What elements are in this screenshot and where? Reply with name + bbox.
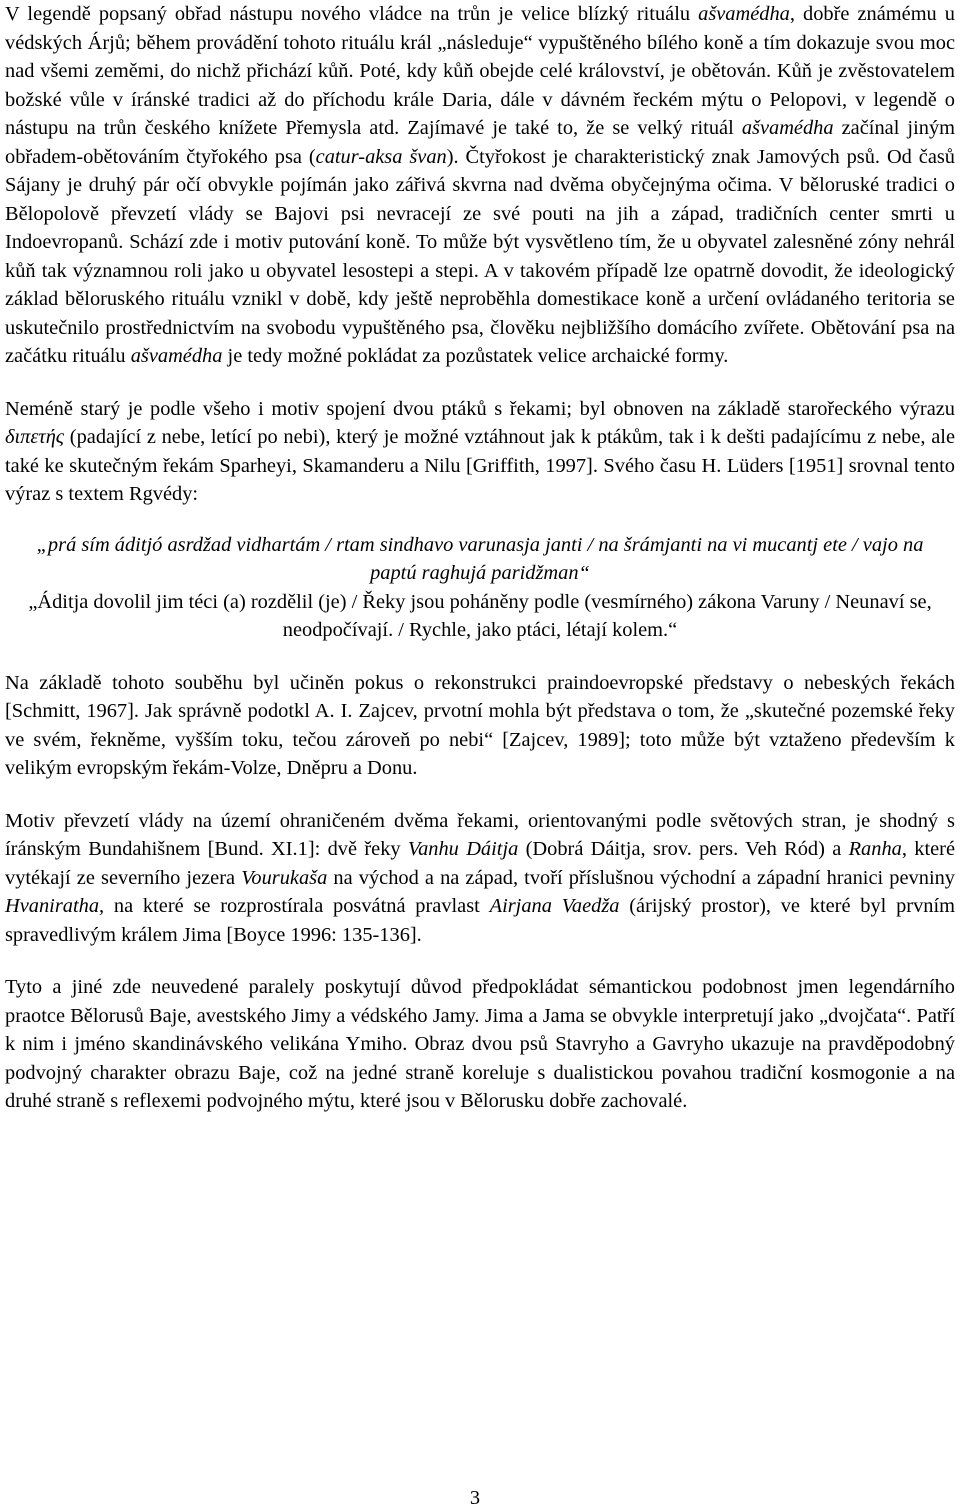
- italic-term: Ranha: [848, 838, 902, 860]
- text-run: na které se rozprostírala posvátná pravlast: [104, 895, 490, 917]
- italic-term: Vourukaša: [241, 866, 328, 889]
- text-run: začínal jiným obřadem-obětováním čtyřokého psa (: [5, 117, 955, 168]
- rgveda-quote-original: „prá sím áditjó asrdžad vidhartám / rtam sindhavo varunasja janti / na šrámjanti na vi mucantj ete / vajo na paptú raghujá paridžman“: [36, 533, 924, 584]
- text-run: V legendě popsaný obřad nástupu nového vládce na trůn je velice blízký rituálu: [5, 3, 699, 25]
- text-run: Motiv převzetí vlády na území ohraničeném dvěma řekami, orientovanými podle světových stran, je shodný s íránským Bundahišnem [Bund. XI.1]: dvě řeky: [5, 809, 955, 860]
- text-run: , dobře známému u védských Árjů; během provádění tohoto rituálu král „následuje“ vypuštěného bílého koně a tím dokazuje svou moc nad všemi zeměmi, do nichž přichází kůň. Poté, kdy kůň obejde celé království, je obětován. Kůň je zvěstovatelem božské vůle v íránské tradici až do příchodu krále Daria, dále v dávném řeckém mýtu o Pelopovi, v legendě o nástupu na trůn českého knížete Přemysla atd. Zajímavé je také to, že se velký rituál: [5, 3, 956, 139]
- italic-term: ašvamédha: [698, 3, 790, 25]
- italic-term: ašvamédha: [741, 117, 834, 139]
- document-page: [5, 0, 955, 1509]
- italic-term: Airjana Vaedža: [489, 895, 620, 917]
- text-run: Tyto a jiné zde neuvedené paralely poskytují důvod předpokládat sémantickou podobnost jmen legendárního praotce Bělorusů Baje, avestského Jimy a védského Jamy. Jima a Jama se obvykle interpretují jako „dvojčata“. Patří k nim i jméno skandinávského velikána Ymiho. Obraz dvou psů Stavryho a Gavryho ukazuje na pravděpodobný podvojný charakter obrazu Baje, což na jedné straně koreluje s dualistickou povahou tradiční kosmogonie a na druhé straně s reflexemi podvojného mýtu, které jsou v Bělorusku dobře zachovalé.: [5, 976, 955, 1112]
- text-run: (padající z nebe, letící po nebi), který je možné vztáhnout jak k ptákům, tak i k dešti padajícímu z nebe, ale také ke skutečným řekám Sparheyi, Skamanderu a Nilu [Griffith, 1997]. Svého času H. Lüders [1951] srovnal tento výraz s textem Rgvédy:: [5, 426, 955, 505]
- paragraph-4: [5, 807, 955, 950]
- rgveda-quote-translation: „Áditja dovolil jim téci (a) rozdělil (je) / Řeky jsou poháněny podle (vesmírného) zákona Varuny / Neunaví se, neodpočívají. / Rychle, jako ptáci, létají kolem.“: [28, 590, 932, 641]
- paragraph-2: [5, 395, 955, 509]
- text-run: je tedy možné pokládat za pozůstatek velice archaické formy.: [222, 345, 729, 367]
- italic-term: Hvaniratha,: [5, 895, 105, 917]
- paragraph-5: [5, 973, 955, 1116]
- text-run: Neméně starý je podle všeho i motiv spojení dvou ptáků s řekami; byl obnoven na základě starořeckého výrazu: [5, 397, 955, 420]
- text-run: ). Čtyřokost je charakteristický znak Jamových psů. Od časů Sájany je druhý pár očí obvykle pojímán jako zářivá skvrna nad dvěma obyčejnýma očima. V běloruské tradici o Bělopolově převzetí vlády se Bajovi psi nevracejí ze své pouti na jih a západ, tradičních center smrti u Indoevropanů. Schází zde i motiv putování koně. To může být vysvětleno tím, že u obyvatel zalesněné zóny nehrál kůň tak významnou roli jako u obyvatel lesostepi a stepi. A v takovém případě lze opatrně dovodit, že ideologický základ běloruského rituálu vznikl v době, kdy ještě neproběhla domestikace koně a určení ovládaného teritoria se uskutečnilo prostřednictvím na svobodu vypuštěného psa, člověku nejbližšího domácího zvířete. Obětování psa na začátku rituálu: [5, 145, 955, 367]
- text-run: Na základě tohoto souběhu byl učiněn pokus o rekonstrukci praindoevropské představy o nebeských řekách [Schmitt, 1967]. Jak správně podotkl A. I. Zajcev, prvotní mohla být představa o tom, že „skutečné pozemské řeky ve svém, řekněme, vyšším toku, tečou zároveň po nebi“ [Zajcev, 1989]; toto může být vztaženo především k velikým evropským řekám-Volze, Dněpru a Donu.: [5, 671, 955, 779]
- text-run: na východ a na západ, tvoří příslušnou východní a západní hranici pevniny: [327, 866, 955, 889]
- italic-term: ašvamédha: [130, 345, 223, 367]
- text-run: (Dobrá Dáitja, srov. pers. Veh Ród) a: [518, 838, 849, 860]
- italic-term: Vanhu Dáitja: [407, 838, 519, 860]
- page-number: 3: [469, 1487, 481, 1509]
- text-run: (árijský prostor), ve které byl prvním spravedlivým králem Jima [Boyce 1996: 135-136].: [5, 895, 956, 946]
- text-run: , které vytékají ze severního jezera: [5, 838, 956, 889]
- paragraph-1: [5, 0, 955, 371]
- italic-term: catur-aksa švan: [315, 145, 447, 168]
- paragraph-3: [5, 669, 955, 783]
- italic-term: διπετής: [5, 426, 65, 448]
